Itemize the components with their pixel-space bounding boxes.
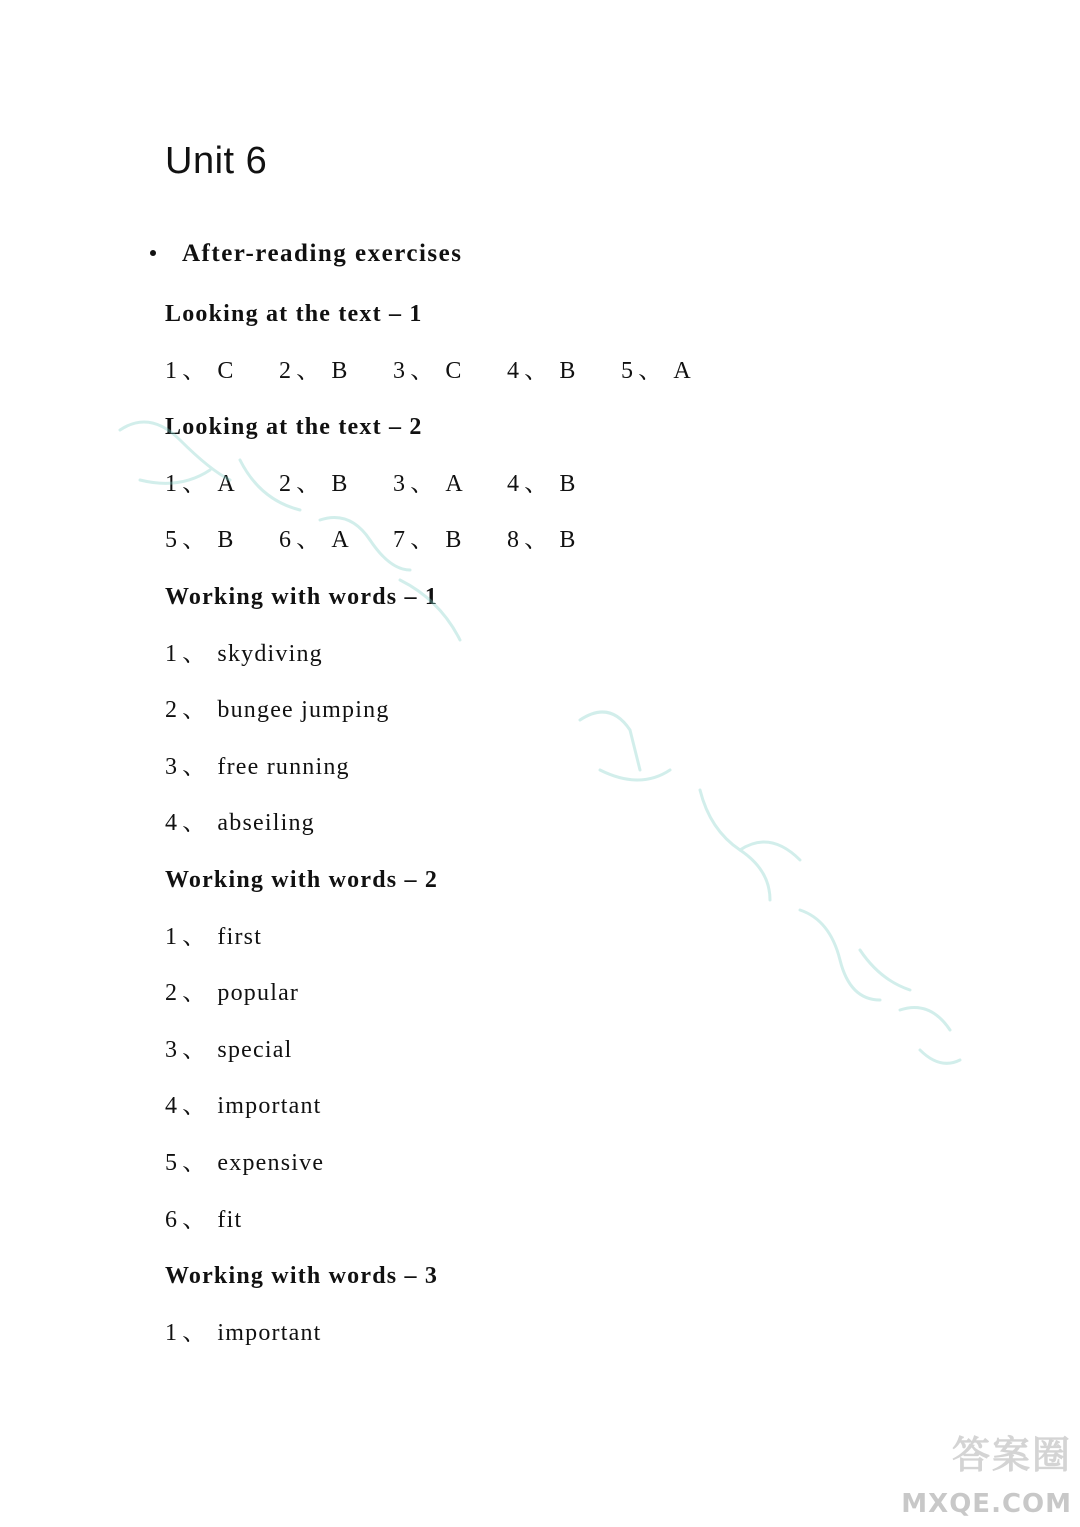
answer-item bbox=[621, 353, 735, 389]
answer-text: important bbox=[217, 1319, 322, 1346]
separator: 、 bbox=[296, 527, 322, 554]
answer-text: C bbox=[445, 357, 463, 384]
answer-row bbox=[165, 1202, 925, 1259]
separator: 、 bbox=[182, 1319, 208, 1346]
answer-item bbox=[165, 1207, 242, 1233]
answer-text: abseiling bbox=[217, 810, 315, 837]
question-number: 2 bbox=[165, 697, 179, 724]
separator: 、 bbox=[524, 357, 550, 384]
separator: 、 bbox=[182, 753, 208, 780]
answer-text: B bbox=[559, 470, 577, 497]
bullet-icon bbox=[150, 250, 156, 256]
answer-text: A bbox=[331, 527, 350, 554]
question-number: 3 bbox=[393, 357, 407, 384]
answer-item bbox=[165, 353, 279, 389]
separator: 、 bbox=[182, 1206, 208, 1233]
section-heading-label: After-reading exercises bbox=[182, 240, 463, 267]
separator: 、 bbox=[296, 357, 322, 384]
answer-text: B bbox=[217, 527, 235, 554]
separator: 、 bbox=[182, 357, 208, 384]
answer-row bbox=[165, 1145, 925, 1202]
answer-item bbox=[165, 466, 279, 502]
question-number: 1 bbox=[165, 470, 179, 497]
answer-item bbox=[165, 641, 323, 667]
answer-item bbox=[279, 522, 393, 558]
page-title: Unit 6 bbox=[165, 140, 268, 182]
answer-text: popular bbox=[217, 980, 300, 1007]
answer-text: bungee jumping bbox=[217, 697, 390, 724]
answer-text: fit bbox=[217, 1206, 243, 1233]
answer-item bbox=[165, 1150, 324, 1176]
answer-row bbox=[165, 466, 925, 523]
answer-item bbox=[165, 1037, 292, 1063]
answer-text: C bbox=[217, 357, 235, 384]
site-logo bbox=[882, 1424, 1072, 1519]
question-number: 1 bbox=[165, 1319, 179, 1346]
separator: 、 bbox=[182, 1036, 208, 1063]
question-number: 2 bbox=[165, 980, 179, 1007]
separator: 、 bbox=[182, 1093, 208, 1120]
separator: 、 bbox=[182, 810, 208, 837]
answer-item bbox=[279, 353, 393, 389]
question-number: 3 bbox=[393, 470, 407, 497]
answer-text: B bbox=[331, 470, 349, 497]
answer-row bbox=[165, 919, 925, 976]
separator: 、 bbox=[182, 640, 208, 667]
question-number: 5 bbox=[165, 527, 179, 554]
answer-row bbox=[165, 1315, 925, 1372]
answer-item bbox=[507, 522, 621, 558]
answer-text: first bbox=[217, 923, 263, 950]
separator: 、 bbox=[182, 697, 208, 724]
answer-item bbox=[165, 697, 390, 723]
answer-row bbox=[165, 1088, 925, 1145]
answer-item bbox=[393, 466, 507, 502]
separator: 、 bbox=[182, 527, 208, 554]
separator: 、 bbox=[638, 357, 664, 384]
answer-text: B bbox=[331, 357, 349, 384]
question-number: 2 bbox=[279, 357, 293, 384]
answer-item bbox=[507, 353, 621, 389]
section-heading: Looking at the text – 2 bbox=[165, 414, 423, 441]
answer-item bbox=[393, 522, 507, 558]
separator: 、 bbox=[410, 470, 436, 497]
answer-text: B bbox=[445, 527, 463, 554]
logo-bottom-text: MXQE.COM bbox=[901, 1489, 1072, 1519]
answer-item bbox=[279, 466, 393, 502]
separator: 、 bbox=[410, 357, 436, 384]
question-number: 3 bbox=[165, 1036, 179, 1063]
answer-row bbox=[165, 975, 925, 1032]
answer-row bbox=[165, 636, 925, 693]
answer-row bbox=[165, 353, 925, 410]
answer-item bbox=[507, 466, 621, 502]
answer-item bbox=[165, 1093, 322, 1119]
section-heading: Working with words – 1 bbox=[165, 583, 439, 610]
question-number: 1 bbox=[165, 357, 179, 384]
separator: 、 bbox=[410, 527, 436, 554]
answer-row bbox=[165, 805, 925, 862]
question-number: 5 bbox=[165, 1149, 179, 1176]
separator: 、 bbox=[182, 1149, 208, 1176]
question-number: 3 bbox=[165, 753, 179, 780]
answer-text: A bbox=[673, 357, 692, 384]
question-number: 6 bbox=[165, 1206, 179, 1233]
answer-list bbox=[165, 296, 925, 1371]
answer-text: A bbox=[445, 470, 464, 497]
question-number: 5 bbox=[621, 357, 635, 384]
separator: 、 bbox=[182, 923, 208, 950]
separator: 、 bbox=[524, 470, 550, 497]
separator: 、 bbox=[182, 980, 208, 1007]
question-number: 4 bbox=[507, 470, 521, 497]
question-number: 6 bbox=[279, 527, 293, 554]
question-number: 4 bbox=[165, 1093, 179, 1120]
answer-item bbox=[165, 1320, 322, 1346]
answer-text: expensive bbox=[217, 1149, 325, 1176]
answer-row bbox=[165, 749, 925, 806]
question-number: 4 bbox=[507, 357, 521, 384]
question-number: 4 bbox=[165, 810, 179, 837]
section-heading-after-reading bbox=[150, 240, 462, 268]
answer-text: important bbox=[217, 1093, 322, 1120]
question-number: 8 bbox=[507, 527, 521, 554]
section-heading: Working with words – 3 bbox=[165, 1263, 439, 1290]
answer-text: free running bbox=[217, 753, 350, 780]
answer-text: B bbox=[559, 357, 577, 384]
answer-item bbox=[393, 353, 507, 389]
answer-item bbox=[165, 522, 279, 558]
answer-item bbox=[165, 980, 299, 1006]
section-heading: Looking at the text – 1 bbox=[165, 301, 423, 327]
question-number: 2 bbox=[279, 470, 293, 497]
answer-row bbox=[165, 1032, 925, 1089]
answer-row bbox=[165, 692, 925, 749]
separator: 、 bbox=[524, 527, 550, 554]
question-number: 1 bbox=[165, 640, 179, 667]
question-number: 7 bbox=[393, 527, 407, 554]
separator: 、 bbox=[182, 470, 208, 497]
answer-item bbox=[165, 754, 350, 780]
answer-item bbox=[165, 924, 262, 950]
answer-text: B bbox=[559, 527, 577, 554]
separator: 、 bbox=[296, 470, 322, 497]
answer-text: special bbox=[217, 1036, 293, 1063]
section-heading: Working with words – 2 bbox=[165, 866, 439, 893]
question-number: 1 bbox=[165, 923, 179, 950]
answer-item bbox=[165, 810, 315, 836]
answer-text: skydiving bbox=[217, 640, 323, 667]
logo-top-text: 答案圈 bbox=[951, 1433, 1072, 1477]
answer-row bbox=[165, 522, 925, 579]
answer-text: A bbox=[217, 470, 236, 497]
